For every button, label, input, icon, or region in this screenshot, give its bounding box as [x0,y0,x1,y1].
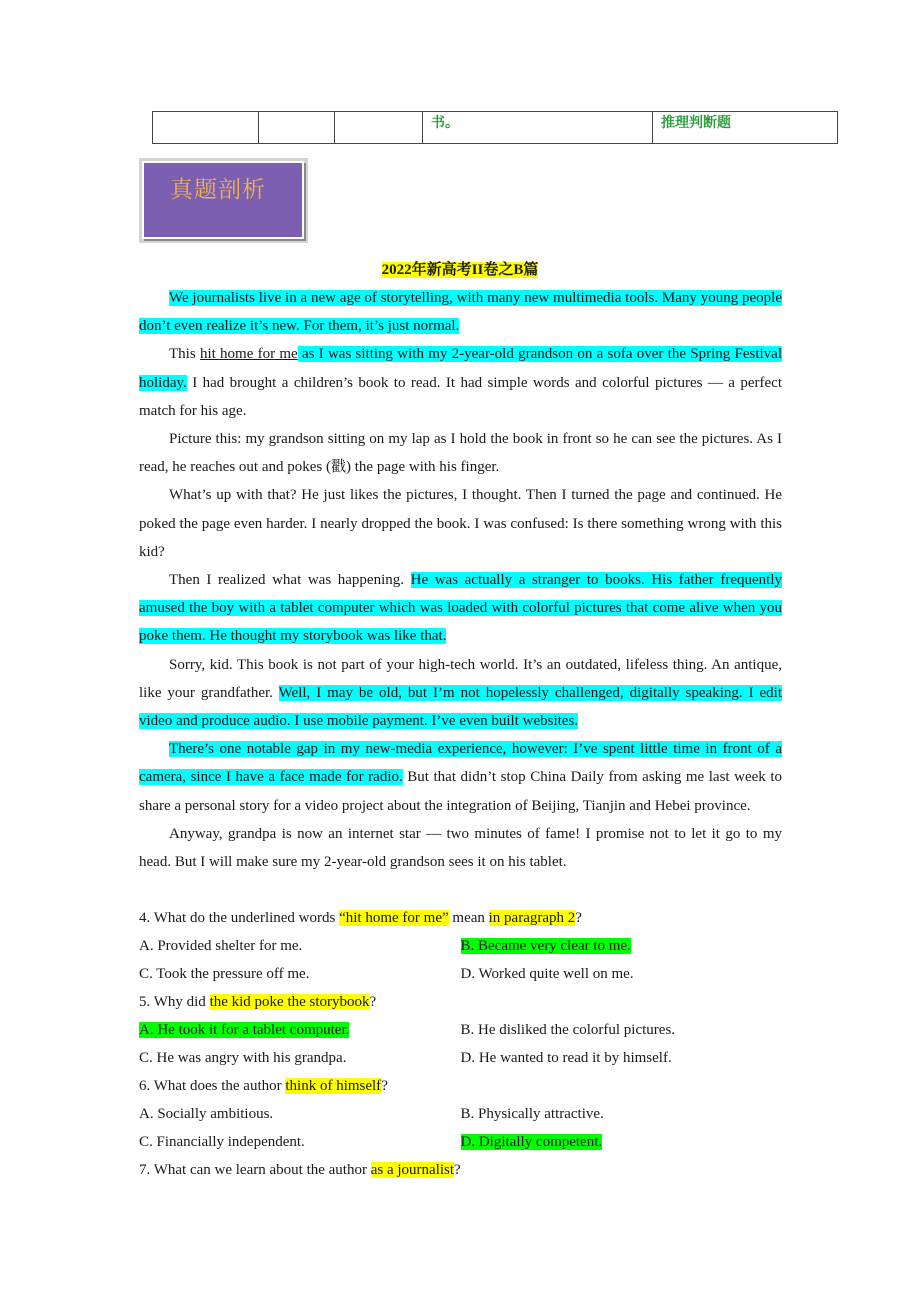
options-row [139,1044,782,1072]
text: This [169,346,200,363]
table-cell [153,112,259,144]
table-cell [335,112,423,144]
table-row [153,112,838,144]
table-cell: 推理判断题 [653,112,838,144]
option-a: A. Socially ambitious. [139,1106,274,1122]
paragraph-2 [139,340,782,425]
question-text: 7. What can we learn about the author [139,1162,371,1178]
underlined-phrase: hit home for me [199,346,298,363]
reading-passage [139,284,782,876]
paragraph-8: Anyway, grandpa is now an internet star — two minutes of fame! I promise not to let it go to my head. But I will make sure my 2-year-old grandson sees it on his tablet. [139,825,782,871]
question-text: mean [448,910,489,926]
questions [139,904,782,1184]
option-d: D. Worked quite well on me. [460,966,634,982]
paragraph-1 [139,284,782,340]
text: I had brought a children’s book to read. It had simple words and colorful pictures — a perfect match for his age. [139,374,782,419]
paragraph-5 [139,566,782,651]
option-d: D. He wanted to read it by himself. [460,1050,672,1066]
text: But that didn’t stop China Daily from asking me last week to share a personal story for a video project about the integration of Beijing, Tianjin and Hebei province. [139,769,782,814]
question-text: 5. Why did [139,994,210,1010]
highlight: “hit home for me” [339,910,449,926]
paragraph-4: What’s up with that? He just likes the pictures, I thought. Then I turned the page and continued. He poked the page even harder. I nearly dropped the book. I was confused: Is there something wrong with this kid? [139,487,782,560]
option-a: A. Provided shelter for me. [139,938,303,954]
question-6 [139,1072,782,1100]
highlight: Well, I may be old, but I’m not hopelessly challenged, digitally speaking. I edit video and produce audio. I use mobile payment. I’ve even built websites. [139,684,783,730]
option-c: C. He was angry with his grandpa. [139,1050,347,1066]
option-a-correct: A. He took it for a tablet computer. [139,1022,350,1038]
highlight: He was actually a stranger to books. His father frequently amused the boy with a tablet computer which was loaded with colorful pictures that come alive when you poke them. He thought my storybook was like that. [139,572,782,645]
table-cell [259,112,335,144]
highlight: in paragraph 2 [488,910,576,926]
banner-title: 真题剖析 [142,161,304,239]
option-b-correct: B. Became very clear to me. [460,938,631,954]
table-cell: 书。 [423,112,653,144]
option-b: B. He disliked the colorful pictures. [460,1022,676,1038]
options-row [139,1100,782,1128]
highlight: as a journalist [370,1162,455,1178]
paragraph-6 [139,651,782,736]
highlight: think of himself [285,1078,382,1094]
question-text: ? [369,994,377,1010]
question-5 [139,988,782,1016]
question-text: 6. What does the author [139,1078,286,1094]
top-table [152,111,838,144]
text: Sorry, kid. This book is not part of your high-tech world. It’s an outdated, lifeless thing. An antique, like your grandfather. [139,656,782,701]
question-text: ? [381,1078,388,1094]
highlight: We journalists live in a new age of storytelling, with many new multimedia tools. Many young people don’t even realize it’s new. For them, it’s just normal. [139,290,782,335]
question-7 [139,1156,782,1184]
option-c: C. Took the pressure off me. [139,966,310,982]
highlight: as I was sitting with my 2-year-old grandson on a sofa over the Spring Festival holiday. [139,346,782,391]
question-text: 4. What do the underlined words [139,910,340,926]
paragraph-3: Picture this: my grandson sitting on my lap as I hold the book in front so he can see the pictures. As I read, he reaches out and pokes (戳) the page with his finger. [139,431,782,476]
options-row [139,1016,782,1044]
section-title-text: 2022年新高考II卷之B篇 [381,262,539,278]
text: Then I realized what was happening. [169,572,411,589]
section-banner [139,158,308,243]
option-d-correct: D. Digitally competent. [460,1134,603,1150]
question-text: ? [575,910,582,926]
section-title [0,258,920,279]
highlight: There’s one notable gap in my new-media experience, however: I’ve spent little time in front of a camera, since I have a face made for radio. [139,741,782,786]
option-c: C. Financially independent. [139,1134,305,1150]
highlight: the kid poke the storybook [209,994,370,1010]
options-row [139,960,782,988]
question-text: ? [454,1162,461,1178]
options-row [139,932,782,960]
options-row [139,1128,782,1156]
option-b: B. Physically attractive. [460,1106,604,1122]
paragraph-7 [139,735,782,820]
question-4 [139,904,782,932]
